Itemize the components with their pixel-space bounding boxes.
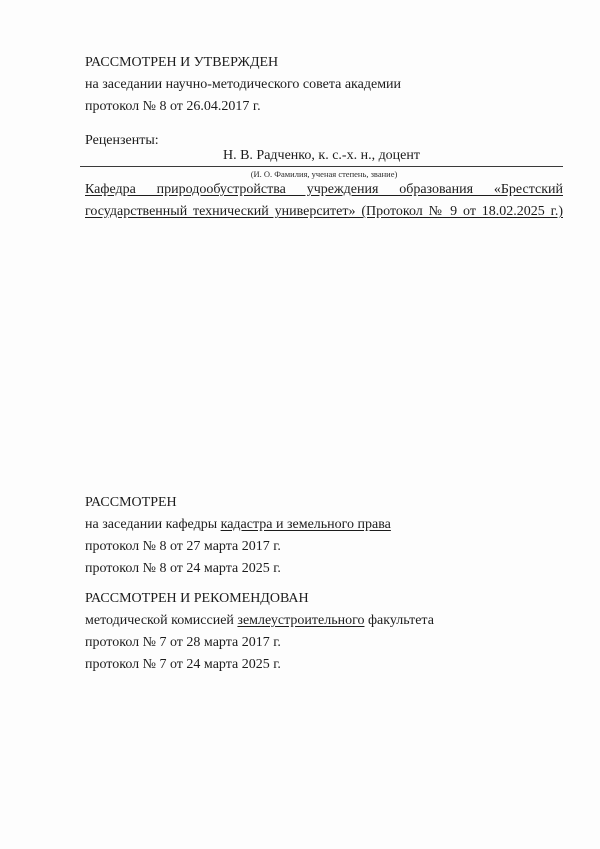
recommended-protocol-2017: протокол № 7 от 28 марта 2017 г. bbox=[85, 635, 281, 650]
reviewer-name: Н. В. Радченко, к. с.-х. н., доцент bbox=[222, 148, 421, 163]
signature-caption: (И. О. Фамилия, ученая степень, звание) bbox=[250, 169, 398, 179]
department-line-2: государственный технический университет» (Протокол № 9 от 18.02.2025 г.) bbox=[85, 204, 563, 219]
approved-meeting-line: на заседании научно-методического совета академии bbox=[85, 77, 402, 92]
approved-protocol-line: протокол № 8 от 26.04.2017 г. bbox=[85, 99, 261, 114]
recommended-commission-line bbox=[85, 610, 563, 632]
reviewer-department bbox=[85, 179, 563, 223]
considered-protocol-2025: протокол № 8 от 24 марта 2025 г. bbox=[85, 561, 281, 576]
reviewer-signature-line bbox=[80, 146, 563, 167]
considered-meeting-prefix: на заседании кафедры bbox=[85, 517, 221, 532]
considered-protocol-2017: протокол № 8 от 27 марта 2017 г. bbox=[85, 539, 281, 554]
recommended-commission-prefix: методической комиссией bbox=[85, 613, 238, 628]
recommended-protocol-2025: протокол № 7 от 24 марта 2025 г. bbox=[85, 657, 281, 672]
recommended-faculty-name: землеустроительного bbox=[237, 613, 365, 628]
approved-title: РАССМОТРЕН И УТВЕРЖДЕН bbox=[85, 55, 279, 70]
recommended-commission-suffix: факультета bbox=[364, 613, 434, 628]
considered-section bbox=[85, 492, 563, 580]
considered-meeting-line bbox=[85, 514, 563, 536]
recommended-title: РАССМОТРЕН И РЕКОМЕНДОВАН bbox=[85, 591, 309, 606]
department-line-1: Кафедра природообустройства учреждения образования «Брестский bbox=[85, 182, 563, 197]
considered-title: РАССМОТРЕН bbox=[85, 495, 177, 510]
considered-department-name: кадастра и земельного права bbox=[220, 517, 391, 532]
reviewers-label: Рецензенты: bbox=[85, 133, 159, 148]
approved-section bbox=[85, 52, 563, 118]
recommended-section bbox=[85, 588, 563, 676]
